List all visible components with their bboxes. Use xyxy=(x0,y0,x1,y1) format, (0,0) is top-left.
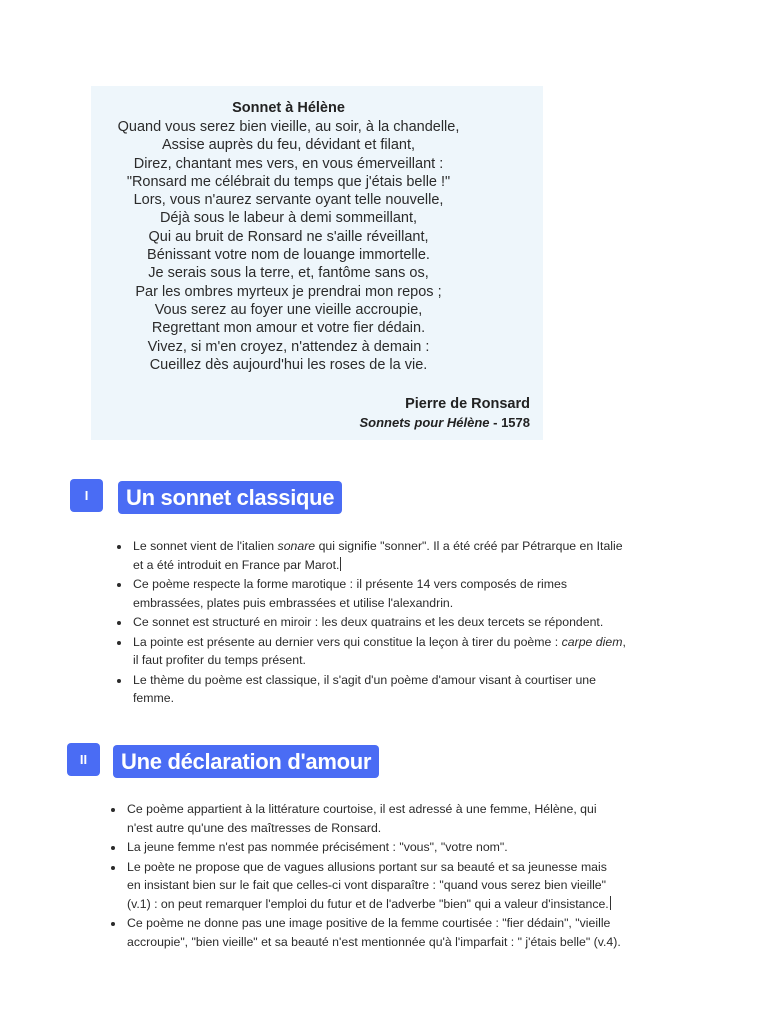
poem-line: "Ronsard me célébrait du temps que j'étais belle !" xyxy=(126,173,451,190)
poem-line: Je serais sous la terre, et, fantôme sans os, xyxy=(148,265,429,282)
list-item xyxy=(131,537,629,574)
text-cursor xyxy=(610,896,611,910)
section-1-number: I xyxy=(70,479,103,512)
bullet-text: Le sonnet vient de l'italien xyxy=(133,539,278,553)
poem-line: Vous serez au foyer une vieille accroupie, xyxy=(154,301,423,318)
poem-line: Cueillez dès aujourd'hui les roses de la vie. xyxy=(149,356,428,373)
poem-line: Bénissant votre nom de louange immortelle. xyxy=(147,247,430,264)
bullet-text: La pointe est présente au dernier vers qui constitue la leçon à tirer du poème : xyxy=(133,634,562,649)
list-item: • Ce sonnet est structuré en miroir : les deux quatrains et les deux tercets se répondent. xyxy=(131,613,629,632)
poem-lines xyxy=(91,118,486,374)
poem-box xyxy=(91,86,543,440)
list-item: • Le thème du poème est classique, il s'agit d'un poème d'amour visant à courtiser une femme. xyxy=(131,671,629,708)
poem-source xyxy=(359,415,530,430)
poem-source-title: Sonnets pour Hélène xyxy=(359,415,490,430)
bullet-text: Le poète ne propose que de vagues allusions portant sur sa beauté et sa jeunesse mais en insistant bien sur le fait que celles-ci vont disparaître : "quand vous serez bien vieille" (v.1) : on peut remarquer l'emploi du futur et de l'adverbe "bien" qui a valeur d'insistance. xyxy=(127,859,609,911)
poem-line: Déjà sous le labeur à demi sommeillant, xyxy=(159,210,418,227)
bullet-italic: sonare xyxy=(277,539,316,553)
poem-line: Vivez, si m'en croyez, n'attendez à demain : xyxy=(147,338,430,355)
poem-source-year: - 1578 xyxy=(489,415,530,430)
bullet-italic: carpe diem xyxy=(561,634,623,649)
poem-line: Qui au bruit de Ronsard ne s'aille réveillant, xyxy=(148,228,429,245)
list-item: • La jeune femme n'est pas nommée précisément : "vous", "votre nom". xyxy=(125,838,623,857)
bullet-text: qui signifie "sonner". Il a été créé par Pétrarque en Italie et a été introduit en France par Marot. xyxy=(133,539,623,572)
section-1-title: Un sonnet classique xyxy=(118,481,342,514)
section-2-number: II xyxy=(67,743,100,776)
section-1-bullet-list xyxy=(117,537,629,709)
list-item xyxy=(131,633,629,670)
poem-line: Par les ombres myrteux je prendrai mon repos ; xyxy=(135,283,442,300)
poem-line: Regrettant mon amour et votre fier dédain. xyxy=(151,320,426,337)
section-2-bullet-list xyxy=(111,800,623,952)
bullet-text: , il faut profiter du temps présent. xyxy=(133,634,626,667)
poem-author: Pierre de Ronsard xyxy=(405,396,530,412)
poem-line: Quand vous serez bien vieille, au soir, à la chandelle, xyxy=(117,119,460,135)
text-cursor xyxy=(340,557,341,571)
list-item: • Ce poème respecte la forme marotique : il présente 14 vers composés de rimes embrassées, plates puis embrassées et utilise l'alexandrin. xyxy=(131,575,629,612)
poem-line: Assise auprès du feu, dévidant et filant, xyxy=(161,137,416,154)
poem-line: Direz, chantant mes vers, en vous émerveillant : xyxy=(133,155,444,172)
section-2-title: Une déclaration d'amour xyxy=(113,745,379,778)
list-item: • Ce poème appartient à la littérature courtoise, il est adressé à une femme, Hélène, qui n'est autre qu'une des maîtresses de Ronsard. xyxy=(125,800,623,837)
list-item xyxy=(125,858,623,914)
poem-line: Lors, vous n'aurez servante oyant telle nouvelle, xyxy=(133,192,444,209)
poem-title: Sonnet à Hélène xyxy=(232,100,345,116)
list-item: • Ce poème ne donne pas une image positive de la femme courtisée : "fier dédain", "vieille accroupie", "bien vieille" et sa beauté n'est mentionnée qu'à l'imparfait : " j'étais belle" (v.4). xyxy=(125,914,623,951)
